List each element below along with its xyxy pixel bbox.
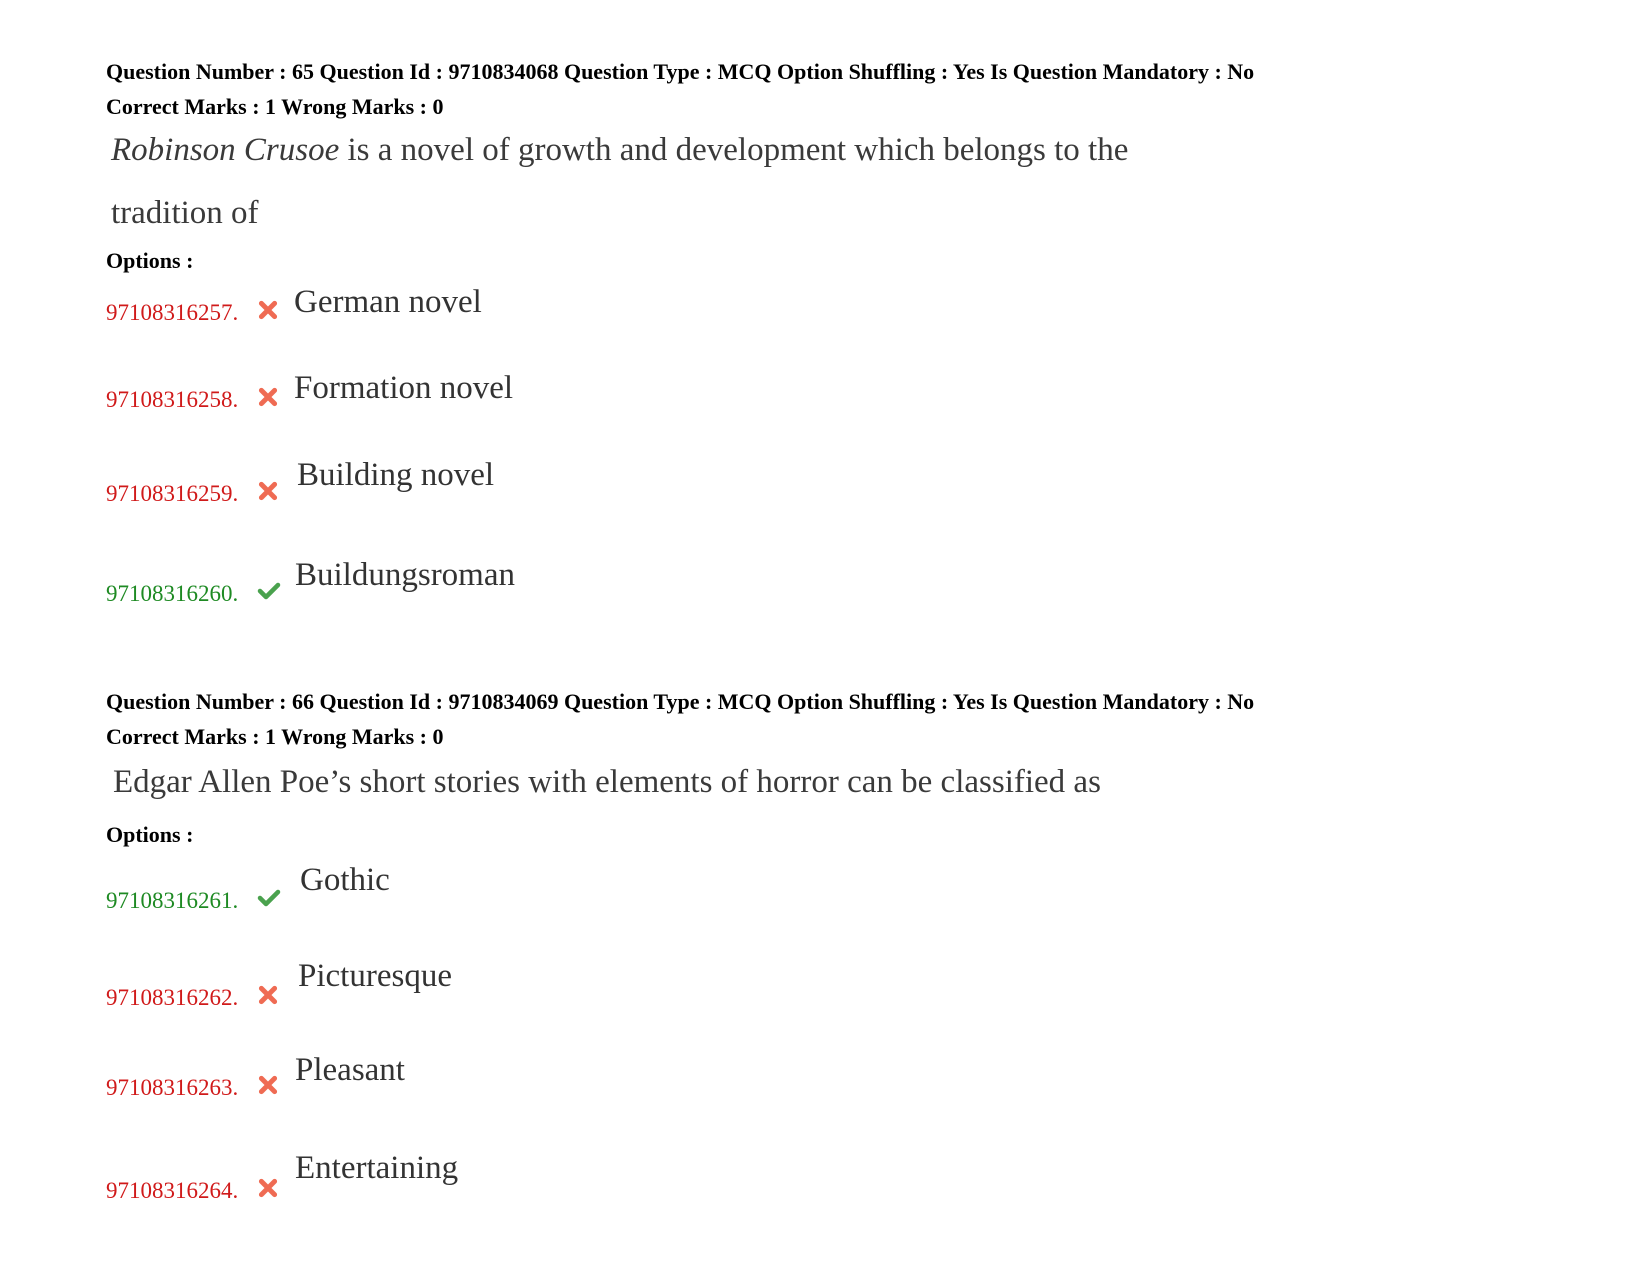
option-text: Picturesque: [298, 958, 452, 994]
option-id: 97108316264.: [106, 1178, 239, 1203]
option-id: 97108316257.: [106, 300, 239, 325]
option-text: Formation novel: [294, 370, 514, 406]
cross-icon: [257, 299, 279, 321]
cross-icon: [257, 386, 279, 408]
option-id: 97108316258.: [106, 387, 239, 412]
option-id: 97108316260.: [106, 581, 239, 606]
option-text: German novel: [294, 284, 482, 320]
option-id: 97108316262.: [106, 985, 239, 1010]
marks-line: Correct Marks : 1 Wrong Marks : 0: [106, 724, 444, 749]
options-label: Options :: [106, 822, 194, 847]
options-label: Options :: [106, 248, 194, 273]
option-id: 97108316259.: [106, 481, 239, 506]
question-header: Question Number : 65 Question Id : 9710834068 Question Type : MCQ Option Shuffling : Yes Is Question Mandatory : No: [106, 59, 1255, 84]
option-text: Buildungsroman: [295, 557, 515, 593]
option-text: Building novel: [297, 457, 495, 493]
check-icon: [257, 887, 281, 909]
question-text: [111, 130, 1128, 170]
option-id: 97108316261.: [106, 888, 239, 913]
check-icon: [257, 580, 281, 602]
question-text-rest: is a novel of growth and development which belongs to the: [339, 132, 1129, 168]
option-id: 97108316263.: [106, 1075, 239, 1100]
question-text-line2: tradition of: [111, 195, 259, 231]
option-text: Pleasant: [295, 1052, 405, 1088]
book-title: Robinson Crusoe: [111, 132, 340, 168]
cross-icon: [257, 480, 279, 502]
cross-icon: [257, 984, 279, 1006]
question-text: Edgar Allen Poe’s short stories with elements of horror can be classified as: [113, 764, 1101, 800]
cross-icon: [257, 1074, 279, 1096]
question-header: Question Number : 66 Question Id : 9710834069 Question Type : MCQ Option Shuffling : Yes Is Question Mandatory : No: [106, 689, 1255, 714]
marks-line: Correct Marks : 1 Wrong Marks : 0: [106, 94, 444, 119]
option-text: Gothic: [300, 862, 390, 898]
cross-icon: [257, 1177, 279, 1199]
option-text: Entertaining: [295, 1150, 459, 1186]
